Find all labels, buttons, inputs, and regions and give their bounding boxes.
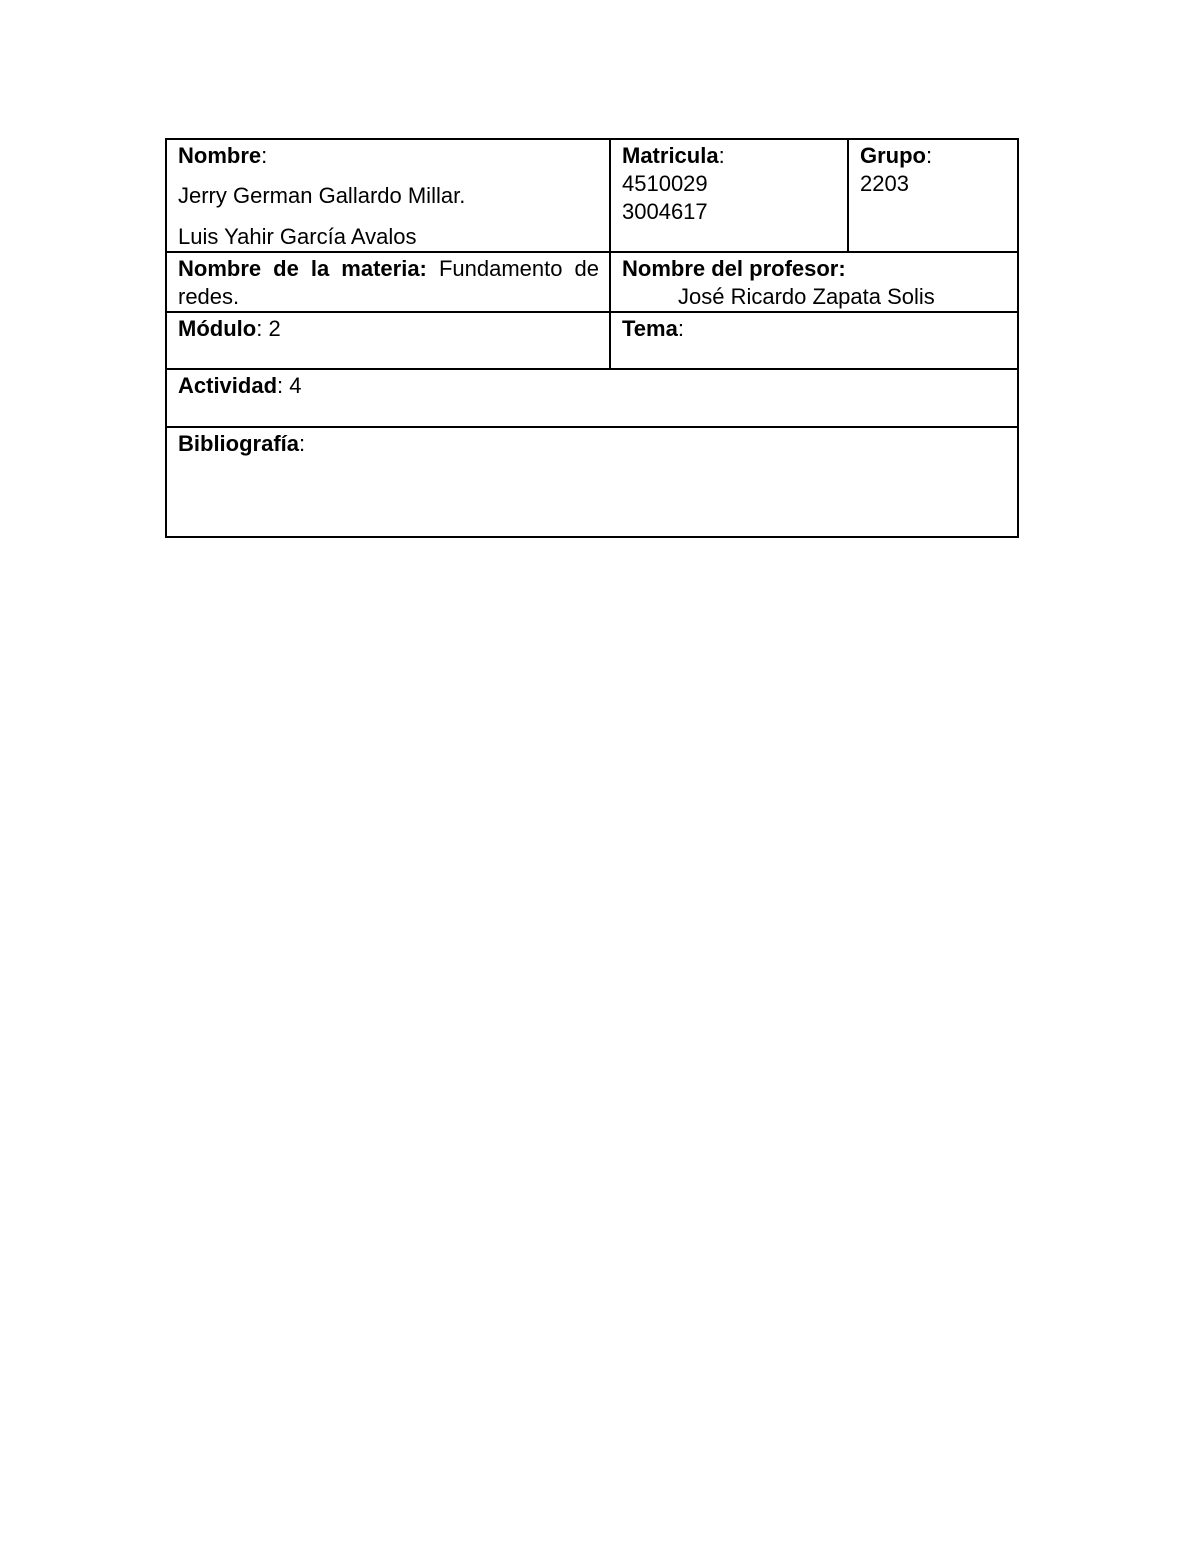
cell-materia (166, 252, 610, 312)
cell-modulo (166, 312, 610, 369)
tema-label: Tema (622, 316, 678, 341)
bibliografia-sep: : (299, 431, 306, 456)
grupo-sep: : (926, 143, 933, 168)
bibliografia-label: Bibliografía (178, 431, 300, 456)
nombre-value-1: Jerry German Gallardo Millar. (178, 183, 466, 208)
matricula-value-1: 4510029 (622, 171, 708, 196)
modulo-label: Módulo (178, 316, 257, 341)
actividad-value: 4 (289, 373, 302, 398)
cover-table (165, 138, 1019, 538)
nombre-label: Nombre (178, 143, 262, 168)
cell-nombre (166, 139, 610, 252)
cell-actividad (166, 369, 1018, 427)
cell-grupo (848, 139, 1018, 252)
cell-tema (610, 312, 1018, 369)
profesor-label: Nombre del profesor: (622, 256, 846, 281)
tema-sep: : (677, 316, 684, 341)
grupo-label: Grupo (860, 143, 926, 168)
matricula-sep: : (718, 143, 725, 168)
row-activity (166, 369, 1018, 427)
modulo-value: 2 (268, 316, 281, 341)
cell-matricula (610, 139, 848, 252)
cell-bibliografia (166, 427, 1018, 537)
nombre-value-2: Luis Yahir García Avalos (178, 224, 417, 249)
modulo-sep: : (256, 316, 263, 341)
nombre-sep: : (261, 143, 268, 168)
matricula-value-2: 3004617 (622, 199, 708, 224)
row-module (166, 312, 1018, 369)
row-bibliography (166, 427, 1018, 537)
matricula-label: Matricula (622, 143, 719, 168)
row-identity (166, 139, 1018, 252)
profesor-value: José Ricardo Zapata Solis (678, 284, 935, 309)
actividad-sep: : (277, 373, 284, 398)
materia-value: Fundamento de redes. (178, 256, 599, 309)
row-course (166, 252, 1018, 312)
materia-label: Nombre de la materia: (178, 256, 427, 281)
grupo-value: 2203 (860, 171, 909, 196)
cell-profesor (610, 252, 1018, 312)
actividad-label: Actividad (178, 373, 278, 398)
